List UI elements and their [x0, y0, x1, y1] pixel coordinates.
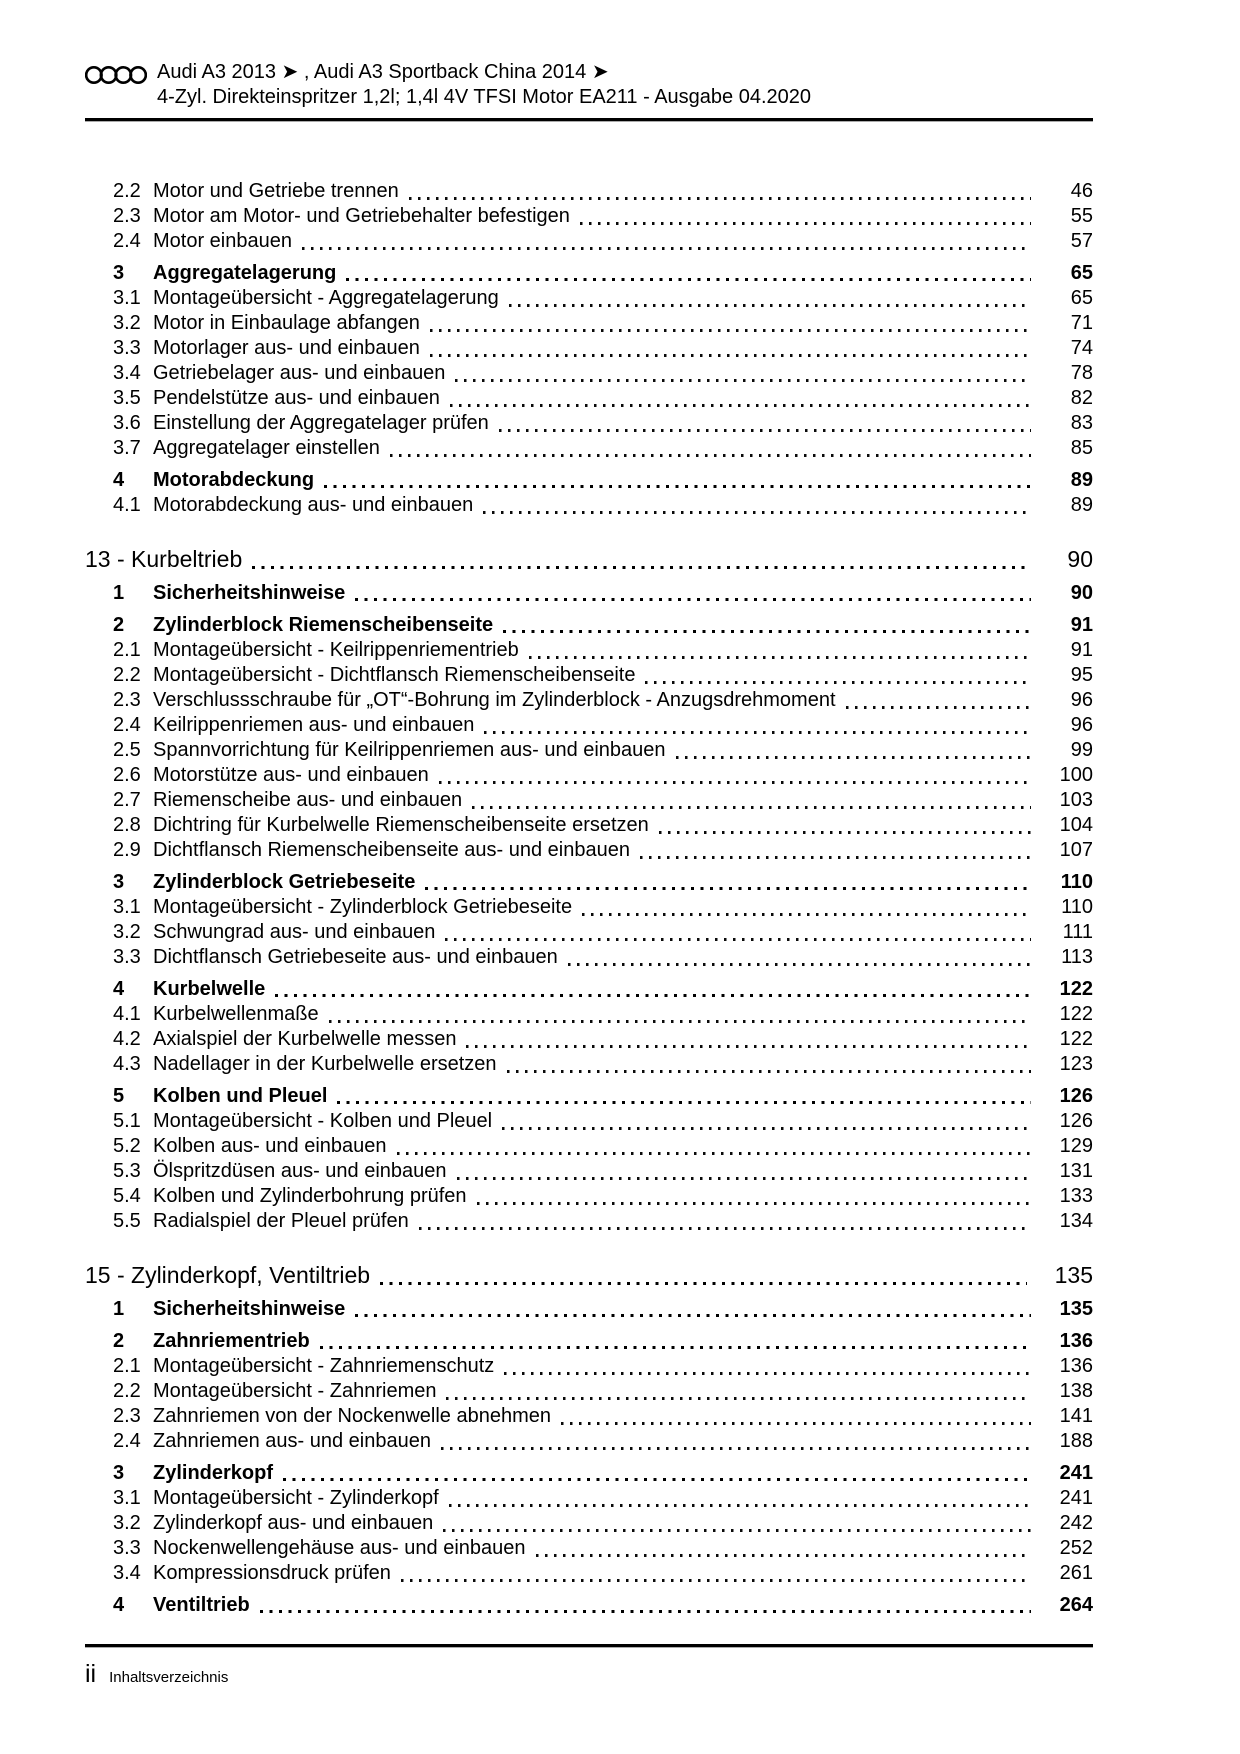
toc-entry — [85, 1209, 1093, 1234]
entry-number: 2.3 — [113, 1405, 141, 1427]
entry-title: Sicherheitshinweise — [153, 1298, 346, 1320]
entry-number: 2.6 — [113, 764, 141, 786]
toc-entry — [85, 1486, 1093, 1511]
dotted-leader — [676, 756, 1031, 759]
entry-title: Motorstütze aus- und einbauen — [153, 764, 429, 786]
entry-title: Montageübersicht - Aggregatelagerung — [153, 287, 499, 309]
entry-page-number: 107 — [1059, 839, 1093, 861]
entry-number: 2.9 — [113, 839, 141, 861]
entry-number: 3.1 — [113, 1487, 141, 1509]
entry-page-number: 135 — [1059, 1298, 1093, 1320]
dotted-leader — [477, 1202, 1031, 1205]
entry-title: Zahnriemen aus- und einbauen — [153, 1430, 431, 1452]
entry-number: 3 — [113, 1462, 125, 1484]
entry-number: 2.2 — [113, 664, 141, 686]
entry-number: 2.4 — [113, 1430, 141, 1452]
entry-title: Keilrippenriemen aus- und einbauen — [153, 714, 475, 736]
toc-entry — [85, 1354, 1093, 1379]
entry-page-number: 55 — [1070, 205, 1093, 227]
entry-number: 3.4 — [113, 362, 141, 384]
entry-page-number: 74 — [1070, 337, 1093, 359]
entry-title: Montageübersicht - Zylinderblock Getriebeseite — [153, 896, 573, 918]
entry-page-number: 82 — [1070, 387, 1093, 409]
toc-entry — [85, 581, 1093, 606]
entry-page-number: 134 — [1059, 1210, 1093, 1232]
header-model-line: Audi A3 2013 ➤ , Audi A3 Sportback China 2014 ➤ — [157, 61, 609, 83]
dotted-leader — [324, 485, 1031, 488]
toc-entry — [85, 1561, 1093, 1586]
entry-title: Dichtring für Kurbelwelle Riemenscheibenseite ersetzen — [153, 814, 649, 836]
dotted-leader — [483, 511, 1031, 514]
entry-number: 3.3 — [113, 946, 141, 968]
entry-page-number: 65 — [1070, 262, 1093, 284]
entry-page-number: 103 — [1059, 789, 1093, 811]
entry-number: 3.2 — [113, 921, 141, 943]
entry-number: 2.2 — [113, 1380, 141, 1402]
toc-entry — [85, 261, 1093, 286]
entry-page-number: 126 — [1059, 1110, 1093, 1132]
toc-entry — [85, 713, 1093, 738]
entry-page-number: 241 — [1059, 1487, 1093, 1509]
toc-entry — [85, 493, 1093, 518]
dotted-leader — [450, 404, 1031, 407]
toc-chapter-heading — [85, 1260, 1093, 1290]
entry-number: 3.3 — [113, 337, 141, 359]
dotted-leader — [355, 598, 1031, 601]
entry-title: Spannvorrichtung für Keilrippenriemen aus- und einbauen — [153, 739, 666, 761]
entry-page-number: 122 — [1059, 1003, 1093, 1025]
entry-page-number: 95 — [1070, 664, 1093, 686]
entry-number: 2.3 — [113, 205, 141, 227]
toc-entry — [85, 1002, 1093, 1027]
entry-page-number: 133 — [1059, 1185, 1093, 1207]
dotted-leader — [329, 1020, 1031, 1023]
entry-page-number: 136 — [1059, 1355, 1093, 1377]
dotted-leader — [846, 706, 1032, 709]
entry-title: Montageübersicht - Zylinderkopf — [153, 1487, 439, 1509]
entry-number: 5.1 — [113, 1110, 141, 1132]
entry-title: Kurbelwellenmaße — [153, 1003, 319, 1025]
dotted-leader — [401, 1579, 1031, 1582]
entry-title: Motor einbauen — [153, 230, 292, 252]
entry-title: Dichtflansch Riemenscheibenseite aus- und einbauen — [153, 839, 630, 861]
entry-page-number: 264 — [1059, 1594, 1093, 1616]
dotted-leader — [659, 831, 1031, 834]
toc-entry — [85, 1027, 1093, 1052]
dotted-leader — [380, 1282, 1027, 1285]
toc-entry — [85, 311, 1093, 336]
dotted-leader — [504, 1372, 1031, 1375]
entry-page-number: 83 — [1070, 412, 1093, 434]
dotted-leader — [419, 1227, 1031, 1230]
dotted-leader — [503, 630, 1031, 633]
entry-number: 5 — [113, 1085, 125, 1107]
entry-page-number: 111 — [1062, 921, 1093, 943]
entry-number: 2.4 — [113, 714, 141, 736]
dotted-leader — [455, 379, 1031, 382]
entry-number: 5.2 — [113, 1135, 141, 1157]
toc-entry — [85, 1536, 1093, 1561]
entry-title: Motor am Motor- und Getriebehalter befestigen — [153, 205, 570, 227]
toc-entry — [85, 788, 1093, 813]
entry-number: 5.5 — [113, 1210, 141, 1232]
table-of-contents — [85, 179, 1093, 1618]
dotted-leader — [529, 656, 1031, 659]
entry-page-number: 104 — [1059, 814, 1093, 836]
toc-entry — [85, 813, 1093, 838]
entry-number: 3.5 — [113, 387, 141, 409]
entry-page-number: 99 — [1070, 739, 1093, 761]
toc-group — [85, 544, 1093, 1234]
entry-title: Zylinderblock Riemenscheibenseite — [153, 614, 494, 636]
entry-title: Zylinderblock Getriebeseite — [153, 871, 416, 893]
toc-entry — [85, 1052, 1093, 1077]
dotted-leader — [536, 1554, 1032, 1557]
toc-entry — [85, 1379, 1093, 1404]
toc-entry — [85, 638, 1093, 663]
dotted-leader — [509, 304, 1031, 307]
chapter-page-number: 90 — [1067, 546, 1093, 572]
toc-entry — [85, 386, 1093, 411]
dotted-leader — [466, 1045, 1031, 1048]
entry-page-number: 136 — [1059, 1330, 1093, 1352]
entry-title: Montageübersicht - Keilrippenriementrieb — [153, 639, 519, 661]
entry-page-number: 122 — [1059, 1028, 1093, 1050]
toc-entry — [85, 1109, 1093, 1134]
entry-number: 3 — [113, 871, 125, 893]
dotted-leader — [441, 1447, 1031, 1450]
toc-entry — [85, 229, 1093, 254]
entry-page-number: 57 — [1070, 230, 1093, 252]
entry-title: Schwungrad aus- und einbauen — [153, 921, 436, 943]
page-header — [85, 60, 1093, 122]
entry-number: 1 — [113, 582, 125, 604]
dotted-leader — [430, 329, 1031, 332]
toc-entry — [85, 1404, 1093, 1429]
toc-entry — [85, 204, 1093, 229]
entry-title: Einstellung der Aggregatelager prüfen — [153, 412, 489, 434]
entry-title: Montageübersicht - Zahnriemenschutz — [153, 1355, 495, 1377]
dotted-leader — [252, 566, 1027, 569]
entry-page-number: 131 — [1059, 1160, 1093, 1182]
toc-entry — [85, 838, 1093, 863]
entry-number: 2.4 — [113, 230, 141, 252]
entry-number: 3.2 — [113, 312, 141, 334]
entry-number: 1 — [113, 1298, 125, 1320]
entry-title: Axialspiel der Kurbelwelle messen — [153, 1028, 457, 1050]
entry-number: 4 — [113, 469, 125, 491]
dotted-leader — [443, 1529, 1031, 1532]
toc-entry — [85, 468, 1093, 493]
dotted-leader — [499, 429, 1031, 432]
toc-entry — [85, 179, 1093, 204]
entry-title: Kolben und Pleuel — [153, 1085, 328, 1107]
entry-title: Kurbelwelle — [153, 978, 266, 1000]
entry-title: Dichtflansch Getriebeseite aus- und einbauen — [153, 946, 558, 968]
entry-number: 4.2 — [113, 1028, 141, 1050]
entry-page-number: 141 — [1059, 1405, 1093, 1427]
chapter-title: 15 - Zylinderkopf, Ventiltrieb — [85, 1262, 371, 1288]
entry-page-number: 89 — [1070, 469, 1093, 491]
toc-entry — [85, 1134, 1093, 1159]
entry-page-number: 242 — [1059, 1512, 1093, 1534]
dotted-leader — [507, 1070, 1031, 1073]
toc-group — [85, 1260, 1093, 1618]
entry-title: Motorabdeckung — [153, 469, 315, 491]
entry-title: Montageübersicht - Zahnriemen — [153, 1380, 437, 1402]
entry-page-number: 96 — [1070, 714, 1093, 736]
entry-title: Verschlussschraube für „OT“-Bohrung im Zylinderblock - Anzugsdrehmoment — [153, 689, 836, 711]
dotted-leader — [390, 454, 1031, 457]
dotted-leader — [445, 938, 1031, 941]
toc-entry — [85, 286, 1093, 311]
footer-section-label: Inhaltsverzeichnis — [109, 1669, 229, 1686]
toc-entry — [85, 411, 1093, 436]
entry-page-number: 91 — [1070, 614, 1093, 636]
entry-page-number: 122 — [1059, 978, 1093, 1000]
entry-page-number: 89 — [1070, 494, 1093, 516]
toc-entry — [85, 738, 1093, 763]
toc-entry — [85, 1461, 1093, 1486]
toc-entry — [85, 663, 1093, 688]
entry-page-number: 113 — [1061, 946, 1093, 968]
entry-page-number: 110 — [1061, 896, 1093, 918]
entry-title: Radialspiel der Pleuel prüfen — [153, 1210, 409, 1232]
entry-number: 3.3 — [113, 1537, 141, 1559]
entry-number: 3.4 — [113, 1562, 141, 1584]
dotted-leader — [446, 1397, 1031, 1400]
entry-number: 4.3 — [113, 1053, 141, 1075]
toc-entry — [85, 688, 1093, 713]
toc-entry — [85, 1511, 1093, 1536]
entry-title: Motorlager aus- und einbauen — [153, 337, 420, 359]
dotted-leader — [502, 1127, 1031, 1130]
entry-title: Kolben und Zylinderbohrung prüfen — [153, 1185, 467, 1207]
entry-number: 3.1 — [113, 287, 141, 309]
dotted-leader — [302, 247, 1031, 250]
entry-page-number: 46 — [1070, 180, 1093, 202]
toc-entry — [85, 1184, 1093, 1209]
entry-number: 3 — [113, 262, 125, 284]
entry-title: Zahnriemen von der Nockenwelle abnehmen — [153, 1405, 552, 1427]
entry-number: 2.3 — [113, 689, 141, 711]
dotted-leader — [457, 1177, 1031, 1180]
toc-entry — [85, 920, 1093, 945]
entry-number: 2 — [113, 614, 125, 636]
chapter-page-number: 135 — [1054, 1262, 1093, 1288]
dotted-leader — [409, 197, 1031, 200]
entry-title: Montageübersicht - Dichtflansch Riemenscheibenseite — [153, 664, 636, 686]
entry-title: Kolben aus- und einbauen — [153, 1135, 387, 1157]
entry-number: 2.5 — [113, 739, 141, 761]
toc-entry — [85, 870, 1093, 895]
entry-number: 5.4 — [113, 1185, 141, 1207]
entry-page-number: 241 — [1059, 1462, 1093, 1484]
dotted-leader — [449, 1504, 1031, 1507]
toc-entry — [85, 977, 1093, 1002]
entry-page-number: 252 — [1059, 1537, 1093, 1559]
toc-group — [85, 179, 1093, 518]
entry-page-number: 110 — [1060, 871, 1093, 893]
entry-number: 4 — [113, 978, 125, 1000]
toc-entry — [85, 1297, 1093, 1322]
toc-entry — [85, 436, 1093, 461]
audi-rings-icon — [85, 62, 147, 90]
chapter-title: 13 - Kurbeltrieb — [85, 546, 243, 572]
entry-page-number: 91 — [1070, 639, 1093, 661]
dotted-leader — [568, 963, 1031, 966]
header-engine-line: 4-Zyl. Direkteinspritzer 1,2l; 1,4l 4V TFSI Motor EA211 - Ausgabe 04.2020 — [157, 86, 812, 108]
entry-page-number: 126 — [1059, 1085, 1093, 1107]
toc-entry — [85, 945, 1093, 970]
entry-page-number: 138 — [1059, 1380, 1093, 1402]
entry-title: Kompressionsdruck prüfen — [153, 1562, 391, 1584]
entry-title: Aggregatelagerung — [153, 262, 337, 284]
entry-page-number: 78 — [1070, 362, 1093, 384]
dotted-leader — [561, 1422, 1031, 1425]
entry-page-number: 85 — [1070, 437, 1093, 459]
dotted-leader — [337, 1101, 1031, 1104]
toc-entry — [85, 1159, 1093, 1184]
toc-entry — [85, 1084, 1093, 1109]
dotted-leader — [425, 887, 1031, 890]
entry-number: 2 — [113, 1330, 125, 1352]
entry-page-number: 65 — [1070, 287, 1093, 309]
entry-page-number: 71 — [1070, 312, 1093, 334]
entry-title: Nockenwellengehäuse aus- und einbauen — [153, 1537, 526, 1559]
dotted-leader — [397, 1152, 1031, 1155]
entry-number: 2.8 — [113, 814, 141, 836]
entry-title: Motorabdeckung aus- und einbauen — [153, 494, 474, 516]
entry-title: Zylinderkopf — [153, 1462, 274, 1484]
dotted-leader — [645, 681, 1031, 684]
entry-number: 2.1 — [113, 1355, 141, 1377]
toc-entry — [85, 895, 1093, 920]
entry-title: Zylinderkopf aus- und einbauen — [153, 1512, 434, 1534]
dotted-leader — [472, 806, 1031, 809]
entry-number: 5.3 — [113, 1160, 141, 1182]
entry-number: 3.7 — [113, 437, 141, 459]
entry-number: 2.1 — [113, 639, 141, 661]
toc-entry — [85, 613, 1093, 638]
toc-entry — [85, 361, 1093, 386]
dotted-leader — [320, 1346, 1031, 1349]
entry-title: Pendelstütze aus- und einbauen — [153, 387, 440, 409]
dotted-leader — [283, 1478, 1031, 1481]
dotted-leader — [275, 994, 1031, 997]
entry-page-number: 261 — [1059, 1562, 1093, 1584]
dotted-leader — [346, 278, 1031, 281]
entry-number: 2.7 — [113, 789, 141, 811]
entry-page-number: 96 — [1070, 689, 1093, 711]
dotted-leader — [580, 222, 1031, 225]
footer-page-number: ii — [85, 1660, 97, 1688]
entry-page-number: 123 — [1059, 1053, 1093, 1075]
dotted-leader — [640, 856, 1031, 859]
toc-entry — [85, 1429, 1093, 1454]
dotted-leader — [484, 731, 1031, 734]
toc-entry — [85, 763, 1093, 788]
entry-number: 3.2 — [113, 1512, 141, 1534]
entry-page-number: 100 — [1059, 764, 1093, 786]
entry-number: 4.1 — [113, 1003, 141, 1025]
entry-number: 4 — [113, 1594, 125, 1616]
toc-entry — [85, 1593, 1093, 1618]
entry-title: Getriebelager aus- und einbauen — [153, 362, 446, 384]
dotted-leader — [439, 781, 1031, 784]
entry-number: 4.1 — [113, 494, 141, 516]
footer-divider — [85, 1644, 1093, 1648]
entry-title: Ventiltrieb — [153, 1594, 250, 1616]
entry-title: Aggregatelager einstellen — [153, 437, 380, 459]
entry-number: 3.6 — [113, 412, 141, 434]
entry-page-number: 188 — [1059, 1430, 1093, 1452]
entry-page-number: 90 — [1070, 582, 1093, 604]
entry-title: Motor und Getriebe trennen — [153, 180, 399, 202]
dotted-leader — [430, 354, 1031, 357]
entry-title: Zahnriementrieb — [153, 1330, 310, 1352]
entry-title: Sicherheitshinweise — [153, 582, 346, 604]
entry-page-number: 129 — [1059, 1135, 1093, 1157]
entry-number: 2.2 — [113, 180, 141, 202]
entry-title: Ölspritzdüsen aus- und einbauen — [153, 1160, 447, 1182]
toc-chapter-heading — [85, 544, 1093, 574]
entry-title: Riemenscheibe aus- und einbauen — [153, 789, 463, 811]
toc-entry — [85, 1329, 1093, 1354]
toc-entry — [85, 336, 1093, 361]
header-divider — [85, 118, 1093, 122]
entry-title: Motor in Einbaulage abfangen — [153, 312, 420, 334]
page-footer — [85, 1644, 1093, 1687]
dotted-leader — [582, 913, 1031, 916]
entry-title: Nadellager in der Kurbelwelle ersetzen — [153, 1053, 497, 1075]
entry-number: 3.1 — [113, 896, 141, 918]
dotted-leader — [260, 1610, 1031, 1613]
entry-title: Montageübersicht - Kolben und Pleuel — [153, 1110, 493, 1132]
dotted-leader — [355, 1314, 1031, 1317]
